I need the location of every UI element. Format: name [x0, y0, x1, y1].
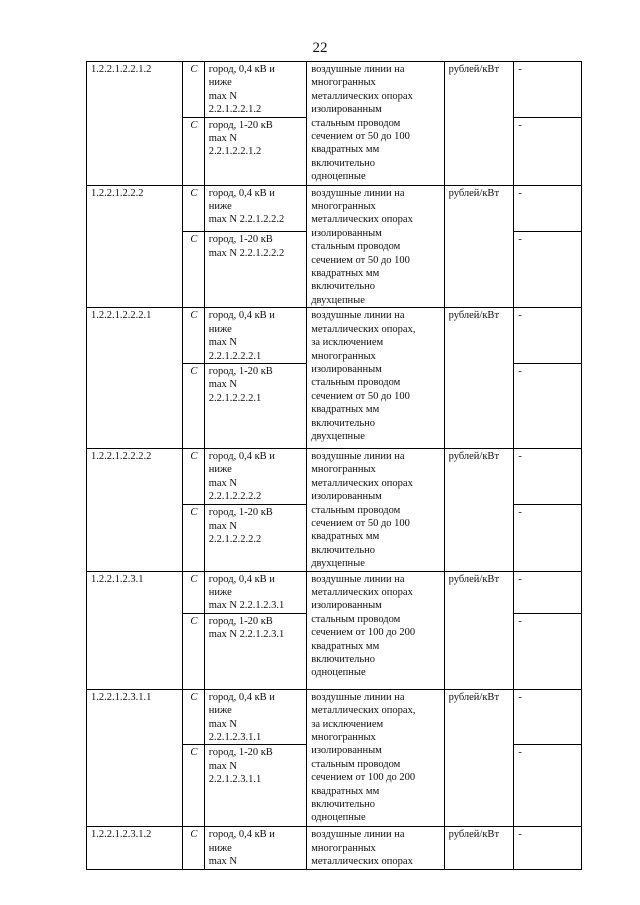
- line-type-text: изолированным: [311, 745, 382, 757]
- voltage-description-line: город, 1-20 кВ: [208, 747, 273, 759]
- voltage-description-line: ниже: [208, 464, 232, 476]
- category-letter: С: [190, 310, 198, 322]
- value-cell: [514, 571, 582, 613]
- line-type-text: включительно: [311, 281, 376, 293]
- row-code: 1.2.2.1.2.3.1: [91, 573, 144, 585]
- voltage-description-line: город, 1-20 кВ: [208, 365, 273, 377]
- row-code-cell: [87, 308, 183, 449]
- voltage-description-line: max N: [208, 133, 238, 145]
- line-type-text: квадратных мм: [311, 404, 380, 416]
- value-cell: [514, 62, 582, 118]
- value-text: -: [518, 234, 522, 246]
- voltage-description-line: max N 2.2.1.2.3.1: [208, 629, 285, 641]
- voltage-description-cell: [204, 689, 306, 745]
- value-text: -: [518, 450, 522, 462]
- line-type-text: металлических опорах: [311, 856, 413, 868]
- line-type-text: стальным проводом: [311, 377, 401, 389]
- voltage-description-line: 2.2.1.2.2.2.2: [208, 534, 262, 546]
- voltage-description-line: город, 0,4 кВ и: [208, 64, 275, 75]
- line-type-text: квадратных мм: [311, 268, 380, 280]
- category-letter: С: [190, 234, 198, 246]
- unit-cell: [444, 308, 514, 449]
- category-letter-cell: [182, 571, 204, 613]
- line-type-text: двухцепные: [311, 430, 365, 442]
- unit-label: рублей/кВт: [448, 573, 500, 585]
- value-text: -: [518, 615, 522, 627]
- voltage-description-line: max N 2.2.1.2.2.2: [208, 247, 285, 259]
- line-type-text: воздушные линии на: [311, 187, 405, 199]
- value-cell: [514, 308, 582, 364]
- voltage-description-line: 2.2.1.2.3.1.1: [208, 774, 262, 786]
- voltage-description-line: город, 0,4 кВ и: [208, 573, 275, 585]
- voltage-description-cell: [204, 827, 306, 869]
- category-letter-cell: [182, 613, 204, 689]
- voltage-description-line: 2.2.1.2.2.2.1: [208, 350, 262, 362]
- value-text: -: [518, 507, 522, 519]
- voltage-description-cell: [204, 448, 306, 505]
- voltage-description-cell: [204, 62, 306, 118]
- unit-cell: [444, 448, 514, 571]
- value-text: -: [518, 119, 522, 131]
- unit-label: рублей/кВт: [448, 187, 500, 199]
- line-type-text: многогранных: [311, 350, 376, 362]
- voltage-description-cell: [204, 505, 306, 571]
- voltage-description-cell: [204, 117, 306, 185]
- line-type-cell: [307, 62, 444, 186]
- unit-label: рублей/кВт: [448, 450, 500, 462]
- line-type-cell: [307, 448, 444, 571]
- voltage-description-line: max N: [208, 718, 238, 730]
- category-letter-cell: [182, 62, 204, 118]
- line-type-text: воздушные линии на: [311, 573, 405, 585]
- line-type-text: многогранных: [311, 201, 376, 213]
- line-type-text: за исключением: [311, 718, 384, 730]
- value-text: -: [518, 64, 522, 75]
- row-code-cell: [87, 689, 183, 827]
- table-row: [87, 62, 582, 118]
- row-code: 1.2.2.1.2.2.2.2: [91, 450, 152, 462]
- voltage-description-line: max N 2.2.1.2.3.1: [208, 600, 285, 612]
- line-type-cell: [307, 308, 444, 449]
- value-text: -: [518, 573, 522, 585]
- voltage-description-line: max N: [208, 760, 238, 772]
- line-type-cell: [307, 185, 444, 308]
- line-type-text: одноцепные: [311, 812, 366, 824]
- category-letter: С: [190, 829, 198, 841]
- line-type-text: изолированным: [311, 227, 382, 239]
- line-type-text: металлических опорах: [311, 90, 413, 102]
- voltage-description-line: max N: [208, 477, 238, 489]
- voltage-description-cell: [204, 232, 306, 308]
- voltage-description-line: город, 0,4 кВ и: [208, 829, 275, 841]
- line-type-text: многогранных: [311, 77, 376, 89]
- line-type-text: воздушные линии на: [311, 450, 405, 462]
- unit-cell: [444, 571, 514, 689]
- value-text: -: [518, 310, 522, 322]
- table-row: [87, 689, 582, 745]
- category-letter: С: [190, 507, 198, 519]
- line-type-text: стальным проводом: [311, 241, 401, 253]
- value-cell: [514, 185, 582, 232]
- voltage-description-cell: [204, 571, 306, 613]
- line-type-text: металлических опорах: [311, 214, 413, 226]
- voltage-description-cell: [204, 745, 306, 827]
- voltage-description-line: max N 2.2.1.2.2.2: [208, 214, 285, 226]
- row-code: 1.2.2.1.2.3.1.1: [91, 691, 152, 703]
- table-row: [87, 448, 582, 505]
- line-type-text: сечением от 50 до 100: [311, 254, 410, 266]
- line-type-text: включительно: [311, 417, 376, 429]
- line-type-text: стальным проводом: [311, 117, 401, 129]
- voltage-description-line: 2.2.1.2.2.2.1: [208, 392, 262, 404]
- line-type-text: изолированным: [311, 491, 382, 503]
- line-type-text: включительно: [311, 799, 376, 811]
- unit-cell: [444, 689, 514, 827]
- line-type-text: квадратных мм: [311, 144, 380, 156]
- category-letter-cell: [182, 689, 204, 745]
- category-letter: С: [190, 747, 198, 759]
- voltage-description-line: город, 0,4 кВ и: [208, 310, 275, 322]
- category-letter-cell: [182, 745, 204, 827]
- line-type-text: металлических опорах: [311, 586, 413, 598]
- unit-cell: [444, 62, 514, 186]
- line-type-cell: [307, 827, 444, 869]
- category-letter-cell: [182, 448, 204, 505]
- value-cell: [514, 827, 582, 869]
- line-type-text: квадратных мм: [311, 531, 380, 543]
- line-type-text: сечением от 100 до 200: [311, 772, 416, 784]
- voltage-description-line: max N: [208, 337, 238, 349]
- voltage-description-line: город, 1-20 кВ: [208, 119, 273, 131]
- line-type-text: квадратных мм: [311, 640, 380, 652]
- value-text: -: [518, 747, 522, 759]
- tariff-table: [86, 61, 582, 870]
- voltage-description-line: ниже: [208, 586, 232, 598]
- voltage-description-cell: [204, 613, 306, 689]
- table-row: [87, 827, 582, 869]
- line-type-text: сечением от 50 до 100: [311, 131, 410, 143]
- line-type-text: изолированным: [311, 363, 382, 375]
- category-letter-cell: [182, 185, 204, 232]
- line-type-text: стальным проводом: [311, 504, 401, 516]
- voltage-description-line: город, 1-20 кВ: [208, 507, 273, 519]
- voltage-description-line: ниже: [208, 77, 232, 89]
- line-type-text: изолированным: [311, 600, 382, 612]
- table-row: [87, 308, 582, 364]
- voltage-description-line: max N: [208, 856, 238, 868]
- category-letter-cell: [182, 505, 204, 571]
- voltage-description-line: ниже: [208, 705, 232, 717]
- unit-cell: [444, 185, 514, 308]
- line-type-text: за исключением: [311, 337, 384, 349]
- line-type-text: металлических опорах,: [311, 323, 416, 335]
- line-type-text: одноцепные: [311, 171, 366, 183]
- category-letter: С: [190, 615, 198, 627]
- voltage-description-cell: [204, 308, 306, 364]
- line-type-text: многогранных: [311, 732, 376, 743]
- category-letter: С: [190, 691, 198, 703]
- voltage-description-cell: [204, 363, 306, 448]
- voltage-description-line: 2.2.1.2.2.2.2: [208, 491, 262, 503]
- line-type-text: металлических опорах: [311, 477, 413, 489]
- voltage-description-line: max N: [208, 90, 238, 102]
- value-cell: [514, 689, 582, 745]
- category-letter-cell: [182, 827, 204, 869]
- value-cell: [514, 613, 582, 689]
- table-row: [87, 185, 582, 232]
- category-letter: С: [190, 119, 198, 131]
- category-letter-cell: [182, 308, 204, 364]
- line-type-text: стальным проводом: [311, 613, 401, 625]
- line-type-text: многогранных: [311, 464, 376, 476]
- line-type-text: воздушные линии на: [311, 691, 405, 703]
- line-type-text: воздушные линии на: [311, 310, 405, 322]
- voltage-description-line: 2.2.1.2.2.1.2: [208, 146, 262, 158]
- category-letter-cell: [182, 232, 204, 308]
- value-cell: [514, 745, 582, 827]
- unit-label: рублей/кВт: [448, 64, 500, 75]
- line-type-text: двухцепные: [311, 558, 365, 570]
- line-type-text: металлических опорах,: [311, 705, 416, 717]
- category-letter: С: [190, 450, 198, 462]
- line-type-text: двухцепные: [311, 294, 365, 306]
- voltage-description-line: город, 0,4 кВ и: [208, 187, 275, 199]
- category-letter-cell: [182, 363, 204, 448]
- value-cell: [514, 363, 582, 448]
- voltage-description-line: max N: [208, 379, 238, 391]
- line-type-text: сечением от 100 до 200: [311, 627, 416, 639]
- voltage-description-line: город, 0,4 кВ и: [208, 691, 275, 703]
- category-letter-cell: [182, 117, 204, 185]
- line-type-text: одноцепные: [311, 667, 366, 679]
- voltage-description-line: ниже: [208, 842, 232, 854]
- voltage-description-line: город, 1-20 кВ: [208, 234, 273, 246]
- table-row: [87, 571, 582, 613]
- line-type-cell: [307, 571, 444, 689]
- row-code: 1.2.2.1.2.2.2: [91, 187, 144, 199]
- value-cell: [514, 505, 582, 571]
- line-type-text: воздушные линии на: [311, 829, 405, 841]
- row-code: 1.2.2.1.2.2.2.1: [91, 310, 152, 322]
- line-type-text: включительно: [311, 654, 376, 665]
- line-type-text: стальным проводом: [311, 758, 401, 770]
- row-code-cell: [87, 827, 183, 869]
- category-letter: С: [190, 64, 198, 75]
- row-code-cell: [87, 448, 183, 571]
- row-code-cell: [87, 185, 183, 308]
- row-code: 1.2.2.1.2.3.1.2: [91, 829, 152, 841]
- line-type-text: квадратных мм: [311, 785, 380, 797]
- unit-label: рублей/кВт: [448, 691, 500, 703]
- line-type-cell: [307, 689, 444, 827]
- voltage-description-cell: [204, 185, 306, 232]
- page-number: 22: [312, 40, 328, 56]
- unit-label: рублей/кВт: [448, 310, 500, 322]
- voltage-description-line: 2.2.1.2.3.1.1: [208, 732, 262, 743]
- value-text: -: [518, 829, 522, 841]
- value-text: -: [518, 365, 522, 377]
- value-cell: [514, 117, 582, 185]
- voltage-description-line: ниже: [208, 323, 232, 335]
- unit-label: рублей/кВт: [448, 829, 500, 841]
- voltage-description-line: ниже: [208, 201, 232, 213]
- voltage-description-line: город, 0,4 кВ и: [208, 450, 275, 462]
- line-type-text: включительно: [311, 157, 376, 169]
- category-letter: С: [190, 365, 198, 377]
- line-type-text: воздушные линии на: [311, 64, 405, 75]
- voltage-description-line: город, 1-20 кВ: [208, 615, 273, 627]
- line-type-text: включительно: [311, 544, 376, 556]
- value-cell: [514, 232, 582, 308]
- line-type-text: сечением от 50 до 100: [311, 517, 410, 529]
- voltage-description-line: 2.2.1.2.2.1.2: [208, 104, 262, 116]
- value-cell: [514, 448, 582, 505]
- category-letter: С: [190, 187, 198, 199]
- row-code-cell: [87, 571, 183, 689]
- row-code: 1.2.2.1.2.2.1.2: [91, 64, 152, 75]
- value-text: -: [518, 691, 522, 703]
- unit-cell: [444, 827, 514, 869]
- value-text: -: [518, 187, 522, 199]
- line-type-text: сечением от 50 до 100: [311, 390, 410, 402]
- category-letter: С: [190, 573, 198, 585]
- row-code-cell: [87, 62, 183, 186]
- line-type-text: изолированным: [311, 104, 382, 116]
- voltage-description-line: max N: [208, 520, 238, 532]
- line-type-text: многогранных: [311, 842, 376, 854]
